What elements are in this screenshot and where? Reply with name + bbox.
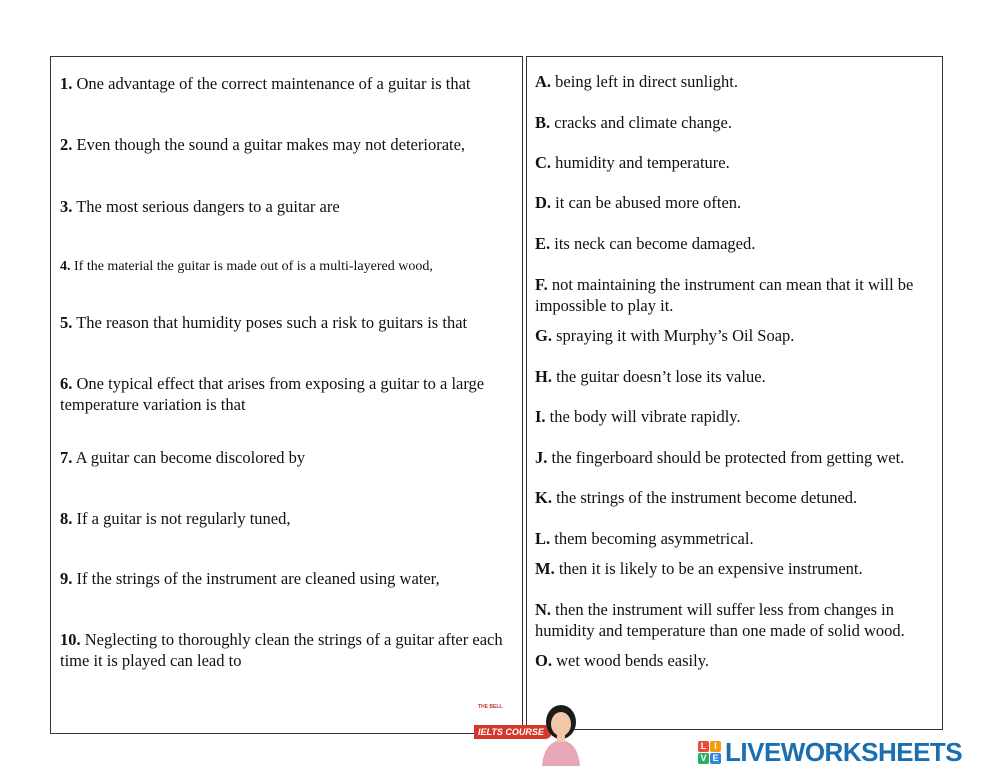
- logo-block: L: [698, 741, 709, 752]
- question-item: 2. Even though the sound a guitar makes may not deteriorate,: [60, 135, 466, 154]
- question-item: 9. If the strings of the instrument are cleaned using water,: [60, 569, 440, 588]
- liveworksheets-logo: [698, 737, 996, 767]
- answer-item: A. being left in direct sunlight.: [535, 72, 739, 91]
- question-item: 4. If the material the guitar is made out of is a multi-layered wood,: [60, 259, 433, 274]
- logo-icon: [698, 741, 722, 765]
- answer-item: F. not maintaining the instrument can mean that it will be impossible to play it.: [535, 275, 914, 315]
- answer-item: D. it can be abused more often.: [535, 193, 742, 212]
- answer-item: O. wet wood bends easily.: [535, 651, 709, 670]
- question-item: 7. A guitar can become discolored by: [60, 448, 306, 467]
- answer-item: M. then it is likely to be an expensive instrument.: [535, 559, 863, 578]
- question-item: 8. If a guitar is not regularly tuned,: [60, 509, 291, 528]
- questions-panel: [50, 56, 523, 734]
- logo-block: V: [698, 753, 709, 764]
- question-item: 5. The reason that humidity poses such a risk to guitars is that: [60, 313, 468, 332]
- answer-item: K. the strings of the instrument become detuned.: [535, 488, 858, 507]
- answer-item: J. the fingerboard should be protected from getting wet.: [535, 448, 905, 467]
- answer-item: H. the guitar doesn’t lose its value.: [535, 367, 766, 386]
- answer-item: E. its neck can become damaged.: [535, 234, 756, 253]
- logo-text: LIVEWORKSHEETS: [725, 737, 963, 767]
- course-badge: [474, 700, 586, 768]
- answer-item: G. spraying it with Murphy’s Oil Soap.: [535, 326, 795, 345]
- badge-label: IELTS COURSE: [474, 725, 552, 739]
- answers-panel: [526, 56, 943, 730]
- answer-item: N. then the instrument will suffer less from changes in humidity and temperature than one made of solid wood.: [535, 600, 905, 640]
- question-item: 10. Neglecting to thoroughly clean the strings of a guitar after each time it is played can lead to: [60, 630, 503, 670]
- answer-item: C. humidity and temperature.: [535, 153, 730, 172]
- answer-item: I. the body will vibrate rapidly.: [535, 407, 741, 426]
- answer-item: L. them becoming asymmetrical.: [535, 529, 754, 548]
- question-item: 1. One advantage of the correct maintenance of a guitar is that: [60, 74, 471, 93]
- badge-brand: THE BELL: [478, 704, 503, 710]
- presenter-photo: [538, 702, 584, 766]
- logo-block: I: [710, 741, 721, 752]
- logo-block: E: [710, 753, 721, 764]
- question-item: 6. One typical effect that arises from exposing a guitar to a large temperature variation is that: [60, 374, 485, 414]
- answer-item: B. cracks and climate change.: [535, 113, 733, 132]
- question-item: 3. The most serious dangers to a guitar are: [60, 197, 340, 216]
